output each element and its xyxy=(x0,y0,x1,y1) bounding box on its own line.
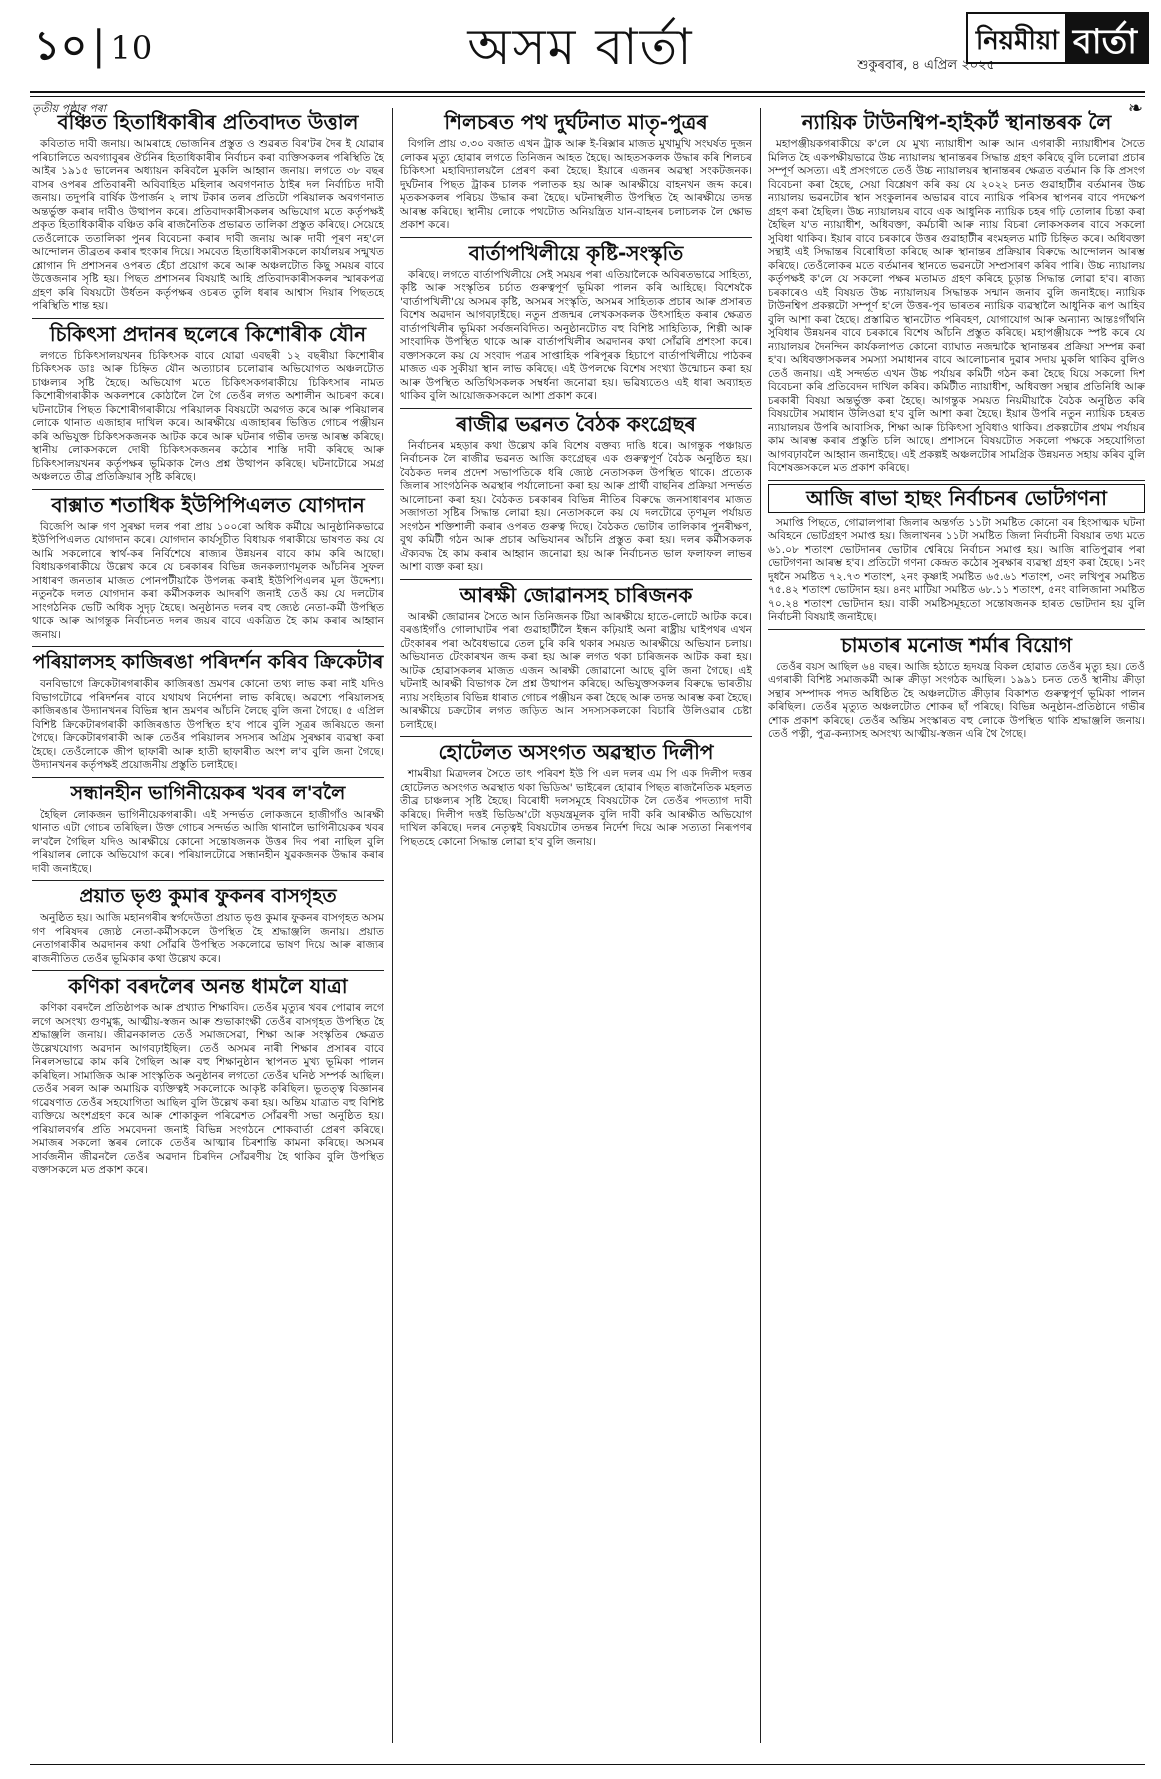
divider xyxy=(400,579,752,580)
headline: কণিকা বৰদলৈৰ অনন্ত ধামলৈ যাত্ৰা xyxy=(68,974,348,998)
article-body: নিৰ্বাচনৰ মহড়াৰ কথা উল্লেখ কৰি বিশেষ বক্তব্য দাঙি ধৰে। আগন্তুক পঞ্চায়ত নিৰ্বাচনক লৈ ৰাজীৱ ভৱনত আজি কংগ্ৰেছৰ এক গুৰুত্বপূৰ্ণ বৈঠক অনুষ্ঠিত হয়। বৈঠকত দলৰ প্ৰদেশ সভাপতিকে ধৰি জ্যেষ্ঠ নেতাসকল উপস্থিত থাকে। প্ৰত্যেক জিলাৰ সাংগঠনিক অৱস্থাৰ পৰ্যালোচনা কৰা হয় আৰু প্ৰাৰ্থী বাছনিৰ প্ৰক্ৰিয়া সন্দৰ্ভত আলোচনা কৰা হয়। বৈঠকত চৰকাৰৰ বিভিন্ন নীতিৰ বিৰুদ্ধে জনসাধাৰণৰ মাজত সজাগতা সৃষ্টিৰ সিদ্ধান্ত লোৱা হয়। নেতাসকলে কয় যে দলটোৱে তৃণমূল পৰ্যায়ত সংগঠন শক্তিশালী কৰাৰ ওপৰত গুৰুত্ব দিছে। বৈঠকত ভোটাৰ তালিকাৰ পুনৰীক্ষণ, বুথ কমিটী গঠন আৰু প্ৰচাৰ অভিযানৰ আঁচনি প্ৰস্তুত কৰা হয়। দলৰ কৰ্মীসকলক ঐক্যবদ্ধ হৈ কাম কৰাৰ আহ্বান জনোৱা হয় আৰু নিৰ্বাচনত ভাল ফলাফল লাভৰ আশা ব্যক্ত কৰা হয়। xyxy=(400,439,752,573)
article-c3 xyxy=(768,633,1145,742)
article-c2 xyxy=(768,484,1145,625)
headline: আজি ৰাভা হাছং নিৰ্বাচনৰ ভোটগণনা xyxy=(768,484,1145,513)
article-b5 xyxy=(400,740,752,849)
article-b2 xyxy=(400,241,752,404)
headline: চামতাৰ মনোজ শৰ্মাৰ বিয়োগ xyxy=(840,632,1072,657)
headline: সন্ধানহীন ভাগিনীয়েকৰ খবৰ ল'বলৈ xyxy=(70,781,346,804)
headline: আৰক্ষী জোৱানসহ চাৰিজনক xyxy=(459,582,693,607)
column-right xyxy=(768,108,1145,1743)
article-body: তেওঁৰ বয়স আছিল ৬৪ বছৰ। আজি হঠাতে হৃদযন্ত্ৰ বিকল হোৱাত তেওঁৰ মৃত্যু হয়। তেওঁ এগৰাকী বিশিষ্ট সমাজকৰ্মী আৰু ক্ৰীড়া সংগঠক আছিল। ১৯৯১ চনত তেওঁ স্থানীয় ক্ৰীড়া সন্থাৰ সম্পাদক পদত অধিষ্ঠিত হৈ অঞ্চলটোত ক্ৰীড়াৰ বিকাশত গুৰুত্বপূৰ্ণ ভূমিকা পালন কৰিছিল। তেওঁৰ মৃত্যুত অঞ্চলটোত শোকৰ ছাঁ পৰিছে। বিভিন্ন অনুষ্ঠান-প্ৰতিষ্ঠানে গভীৰ শোক প্ৰকাশ কৰিছে। তেওঁৰ অন্তিম সংস্কাৰত বহু লোকে উপস্থিত থাকি শ্ৰদ্ধাঞ্জলি জনায়। তেওঁ পত্নী, পুত্ৰ-কন্যাসহ অসংখ্য আত্মীয়-স্বজন এৰি থৈ গৈছে। xyxy=(768,660,1145,740)
page-number: ১০ | 10 xyxy=(34,22,154,69)
issue-date: শুকুৰবাৰ, ৪ এপ্ৰিল ২০২৫ xyxy=(857,58,995,73)
newspaper-logo: নিয়মীয়া বাৰ্তা xyxy=(966,12,1149,64)
article-a4 xyxy=(32,650,384,773)
headline: বাৰ্তাপখিলীয়ে কৃষ্টি-সংস্কৃতি xyxy=(468,240,684,265)
headline: ৰাজীৱ ভৱনত বৈঠক কংগ্ৰেছৰ xyxy=(456,411,696,436)
headline: পৰিয়ালসহ কাজিৰঙা পৰিদৰ্শন কৰিব ক্ৰিকেটাৰ xyxy=(32,651,384,673)
headline: হোটেলত অসংগত অৱস্থাত দিলীপ xyxy=(438,740,714,764)
article-body: মহাপঞ্জীয়কগৰাকীয়ে ক'লে যে মুখ্য ন্যায়াধীশ আৰু আন এগৰাকী ন্যায়াধীশৰ সৈতে মিলিত হৈ একপক্ষীয়ভাৱে উচ্চ ন্যায়ালয় স্থানান্তৰৰ সিদ্ধান্ত গ্ৰহণ কৰিছে বুলি চলোৱা প্ৰচাৰ সম্পূৰ্ণ অসত্য। এই প্ৰসংগতে তেওঁ উচ্চ ন্যায়ালয়ৰ স্থানান্তৰৰ ক্ষেত্ৰত বৰ্তমান কি কি প্ৰসংগ বিবেচনা কৰা হৈছে, সেয়া বিশ্লেষণ কৰি কয় যে ২০২২ চনত গুৱাহাটীৰ বৰ্তমানৰ উচ্চ ন্যায়ালয় ভৱনটোৰ স্থান সংকুলানৰ অভাৱৰ বাবে ন্যায়িক পৰিসৰ স্থাপনৰ বাবে পদক্ষেপ গ্ৰহণ কৰা হৈছিল। উচ্চ ন্যায়ালয়ৰ বাবে এক আধুনিক ন্যায়িক চহৰ গঢ়ি তোলাৰ চিন্তা কৰা হৈছিল য'ত ন্যায়াধীশ, অধিবক্তা, কৰ্মচাৰী আৰু ন্যায় বিচৰা লোকসকলৰ বাবে সকলো সুবিধা থাকিব। ইয়াৰ বাবে চৰকাৰে উত্তৰ গুৱাহাটীৰ ৰংমহলত মাটি চিহ্নিত কৰে। অধিবক্তা সন্থাই এই সিদ্ধান্তৰ বিৰোধিতা কৰিছে আৰু স্থানান্তৰ প্ৰক্ৰিয়াৰ বিৰুদ্ধে আন্দোলন আৰম্ভ কৰিছে। তেওঁলোকৰ মতে বৰ্তমানৰ স্থানতে ভৱনটো সম্প্ৰসাৰণ কৰিব পাৰি। উচ্চ ন্যায়ালয় কৰ্তৃপক্ষই ক'লে যে সকলো পক্ষৰ মতামত গ্ৰহণ কৰিহে চূড়ান্ত সিদ্ধান্ত লোৱা হ'ব। ৰাজ্য চৰকাৰেও এই বিষয়ত উচ্চ ন্যায়ালয়ৰ সিদ্ধান্তক সন্মান জনাব বুলি জনাইছে। ন্যায়িক টাউনশ্বিপ প্ৰকল্পটো সম্পূৰ্ণ হ'লে উত্তৰ-পূব ভাৰতৰ ন্যায়িক ব্যৱস্থালৈ আধুনিক ৰূপ আহিব বুলি আশা কৰা হৈছে। প্ৰস্তাৱিত স্থানটোত পৰিবহণ, যোগাযোগ আৰু অন্যান্য আন্তঃগাঁথনি সুবিধাৰ উন্নয়নৰ বাবে চৰকাৰে বিশেষ আঁচনি প্ৰস্তুত কৰিছে। মহাপঞ্জীয়কে স্পষ্ট কৰে যে ন্যায়ালয়ৰ দৈনন্দিন কাৰ্যকলাপত কোনো ব্যাঘাত নজন্মাকৈ স্থানান্তৰৰ প্ৰক্ৰিয়া সম্পন্ন কৰা হ'ব। অধিবক্তাসকলৰ সমস্যা সমাধানৰ বাবে আলোচনাৰ দুৱাৰ সদায় মুকলি থাকিব বুলিও তেওঁ জনায়। এই সন্দৰ্ভত এখন উচ্চ পৰ্যায়ৰ কমিটী গঠন কৰা হৈছে যিয়ে সকলো দিশ বিবেচনা কৰি প্ৰতিবেদন দাখিল কৰিব। কমিটীত ন্যায়াধীশ, অধিবক্তা সন্থাৰ প্ৰতিনিধি আৰু চৰকাৰী বিষয়া অন্তৰ্ভুক্ত কৰা হৈছে। আগন্তুক সময়ত নিয়মীয়াকৈ বৈঠক অনুষ্ঠিত কৰি বিষয়টোৰ সমাধান উলিওৱা হ'ব বুলি আশা কৰা হৈছে। ইয়াৰ উপৰি নতুন ন্যায়িক চহৰত ন্যায়ালয়ৰ উপৰি আবাসিক, শিক্ষা আৰু চিকিৎসা সুবিধাও থাকিব। প্ৰকল্পটোৰ প্ৰথম পৰ্যায়ৰ কাম আৰম্ভ কৰাৰ প্ৰস্তুতি চলি আছে। প্ৰশাসনে বিষয়টোত সকলো পক্ষকে সহযোগিতা আগবঢ়াবলৈ আহ্বান জনাইছে। এই প্ৰকল্পই অঞ্চলটোৰ সামগ্ৰিক উন্নয়নত সহায় কৰিব বুলি বিশেষজ্ঞসকলে মত প্ৰকাশ কৰিছে। xyxy=(768,138,1145,474)
divider xyxy=(32,970,384,971)
article-b4 xyxy=(400,583,752,733)
column-left xyxy=(32,108,384,1743)
article-b1 xyxy=(400,110,752,233)
article-a2 xyxy=(32,322,384,485)
header-rule-thin xyxy=(30,96,1145,97)
headline: প্ৰয়াত ভৃগু কুমাৰ ফুকনৰ বাসগৃহত xyxy=(79,885,337,907)
article-c1 xyxy=(768,110,1145,476)
article-body: আৰক্ষী জোৱানৰ সৈতে আন তিনিজনক টিয়া আৰক্ষীয়ে হাতে-লোটে আটক কৰে। বৰঙাইগাঁও গোলাঘাটৰ পৰা গুৱাহাটীলৈ ইন্ধন কঢ়িয়াই অনা ৰাষ্ট্ৰীয় ঘাইপথৰ এখন টেংকাৰৰ পৰা অবৈধভাৱে তেল চুৰি কৰি থকাৰ সময়ত আৰক্ষীয়ে অভিযান চলায়। অভিযানত টেংকাৰখন জব্দ কৰা হয় আৰু লগত থকা চাৰিজনক আটক কৰা হয়। আটক হোৱাসকলৰ মাজত এজন আৰক্ষী জোৱানো আছে বুলি জনা গৈছে। এই ঘটনাই আৰক্ষী বিভাগক লৈ প্ৰশ্ন উত্থাপন কৰিছে। অভিযুক্তসকলৰ বিৰুদ্ধে ভাৰতীয় ন্যায় সংহিতাৰ বিভিন্ন ধাৰাত গোচৰ পঞ্জীয়ন কৰা হৈছে আৰু তদন্ত আৰম্ভ কৰা হৈছে। আৰক্ষীয়ে চক্ৰটোৰ লগত জড়িত আন সদস্যসকলকো বিচাৰি উলিওৱাৰ চেষ্টা চলাইছে। xyxy=(400,610,752,731)
article-body: হৈছিল লোকজন ভাগিনীয়েকগৰাকী। এই সন্দৰ্ভত লোকজনে হাজীগাঁও আৰক্ষী থানাত এটা গোচৰ তৰিছিল। উক্ত গোচৰ সন্দৰ্ভত আজি থানালৈ ভাগিনীয়েকৰ খবৰ ল'বলৈ গৈছিল যদিও আৰক্ষীয়ে কোনো সন্তোষজনক উত্তৰ দিব পৰা নাছিল বুলি পৰিয়ালৰ লোকে অভিযোগ কৰে। পৰিয়ালটোৱে সন্ধানহীন যুৱকজনক উদ্ধাৰ কৰাৰ দাবী জনাইছে। xyxy=(32,808,384,875)
column-rule xyxy=(760,108,761,1743)
header-rule xyxy=(30,91,1145,93)
article-body: বিজেপি আৰু গণ সুৰক্ষা দলৰ পৰা প্ৰায় ১০০ৰো অধিক কৰ্মীয়ে আনুষ্ঠানিকভাৱে ইউপিপিএলত যোগদান কৰে। যোগদান কাৰ্যসূচীত বিধায়ক গৰাকীয়ে ভাষণত কয় যে আমি সকলোৰে স্বাৰ্থ-কৰ নিৰ্বিশেষে ৰাজ্যৰ উন্নয়নৰ বাবে কাম কৰি আছো। বিধায়কগৰাকীয়ে উল্লেখ কৰে যে চৰকাৰৰ বিভিন্ন জনকল্যাণমূলক আঁচনিৰ সুফল সাধাৰণ জনতাৰ মাজত পোনপটীয়াকৈ উপলব্ধ কৰাই ইউপিপিএলৰ মূল উদ্দেশ্য। নতুনকৈ দলত যোগদান কৰা কৰ্মীসকলক আদৰণি জনাই তেওঁ কয় যে দলটোৰ সাংগঠনিক ভেটি অধিক সুদৃঢ় হৈছে। অনুষ্ঠানত দলৰ বহু জ্যেষ্ঠ নেতা-কৰ্মী উপস্থিত থাকে আৰু আগন্তুক নিৰ্বাচনত দলৰ জয়ৰ বাবে একত্ৰিত হৈ কাম কৰাৰ আহ্বান জনায়। xyxy=(32,520,384,641)
article-body: অনুষ্ঠিত হয়। আজি মহানগৰীৰ স্বৰ্গদেউতা প্ৰয়াত ভৃগু কুমাৰ ফুকনৰ বাসগৃহত অসম গণ পৰিষদৰ জ্যেষ্ঠ নেতা-কৰ্মীসকলে উপস্থিত হৈ শ্ৰদ্ধাঞ্জলি জনায়। প্ৰয়াত নেতাগৰাকীৰ অৱদানৰ কথা সোঁৱৰি উপস্থিত সকলোৱে ভাষণ দিয়ে আৰু ৰাজ্যৰ ৰাজনীতিত তেওঁৰ ভূমিকাৰ কথা উল্লেখ কৰে। xyxy=(32,912,384,965)
divider xyxy=(32,880,384,881)
masthead xyxy=(0,0,1161,92)
continuation-label: তৃতীয় পৃষ্ঠাৰ পৰা xyxy=(32,102,106,115)
headline: চিকিৎসা প্ৰদানৰ ছলেৰে কিশোৰীক যৌন xyxy=(49,321,367,346)
article-a7 xyxy=(32,974,384,1178)
divider xyxy=(32,646,384,647)
article-body: লগতে চিকিৎসালয়খনৰ চিকিৎসক বাবে যোৱা এবছৰী ১২ বছৰীয়া কিশোৰীৰ চিকিৎসক ডাঃ আৰু চিহ্নিত যৌন অত্যাচাৰ চলোৱাৰ অভিযোগত অঞ্চলটোত চাঞ্চল্যৰ সৃষ্টি হৈছে। অভিযোগ মতে চিকিৎসকগৰাকীয়ে চিকিৎসাৰ নামত কিশোৰীগৰাকীক অকলশৰে কোঠালৈ লৈ গৈ তেওঁৰ লগত অশালীন আচৰণ কৰে। ঘটনাটোৰ পিছত কিশোৰীগৰাকীয়ে পৰিয়ালক বিষয়টো অৱগত কৰে আৰু পৰিয়ালৰ লোকে থানাত এজাহাৰ দাখিল কৰে। আৰক্ষীয়ে এজাহাৰৰ ভিত্তিত গোচৰ পঞ্জীয়ন কৰি অভিযুক্ত চিকিৎসকজনক আটক কৰে আৰু ঘটনাৰ গভীৰ তদন্ত আৰম্ভ কৰিছে। স্থানীয় লোকসকলে দোষী চিকিৎসকজনৰ কঠোৰ শাস্তি দাবী কৰিছে আৰু চিকিৎসালয়খনৰ কৰ্তৃপক্ষৰ ভূমিকাক লৈও প্ৰশ্ন উত্থাপন কৰিছে। ঘটনাটোৱে সমগ্ৰ অঞ্চলতে তীব্ৰ প্ৰতিক্ৰিয়াৰ সৃষ্টি কৰিছে। xyxy=(32,349,384,483)
divider xyxy=(32,777,384,778)
article-body: সমাপ্তি পিছতে, গোৱালপাৰা জিলাৰ অন্তৰ্গত ১১টা সমষ্টিত কোনো বৰ হিংসাত্মক ঘটনা অবিহনে ভোটগ্ৰহণ সমাপ্ত হয়। জিলাখনৰ ১১টা সমষ্টিত জিলা নিৰ্বাচনী বিষয়াৰ তথ্য মতে ৬১.০৮ শতাংশ ভোটদানৰ ভোটাৰ শ্বেৰিয়ে নিৰ্বাচন সমাপ্ত হয়। আজি ৰাতিপুৱাৰ পৰা ভোটগণনা আৰম্ভ হ'ব। প্ৰতিটো গণনা কেন্দ্ৰত কঠোৰ সুৰক্ষাৰ ব্যৱস্থা গ্ৰহণ কৰা হৈছে। ১নং দুধনৈ সমষ্টিত ৭২.৭৩ শতাংশ, ২নং কৃষ্ণাই সমষ্টিত ৬৫.৬১ শতাংশ, ৩নং লখিপুৰ সমষ্টিত ৭৫.৪২ শতাংশ ভোটদান হয়। ৪নং মাটিয়া সমষ্টিত ৬৮.১১ শতাংশ, ৫নং বালিজানা সমষ্টিত ৭০.২৪ শতাংশ ভোটদান হয়। বাকী সমষ্টিসমূহতো সন্তোষজনক হাৰত ভোটদান হয় বুলি নিৰ্বাচনী বিষয়াই জনাইছে। xyxy=(768,516,1145,623)
article-body: বনবিভাগে ক্ৰিকেটাৰগৰাকীৰ কাজিৰঙা ভ্ৰমণৰ কোনো তথ্য লাভ কৰা নাই যদিও বিভাগটোৱে পৰিদৰ্শনৰ বাবে যথাযথ নিৰ্দেশনা লাভ কৰিছে। অৱশ্যে পৰিয়ালসহ কাজিৰঙাৰ উদ্যানখনৰ বিভিন্ন স্থান ভ্ৰমণৰ আঁচনি লৈছে বুলি জনা গৈছে। ৫ এপ্ৰিল বিশিষ্ট ক্ৰিকেটাৰগৰাকী কাজিৰঙাত উপস্থিত হ'ব পাৰে বুলি সূত্ৰৰ জৰিয়তে জনা গৈছে। ক্ৰিকেটাৰগৰাকী আৰু তেওঁৰ পৰিয়ালৰ সদস্যৰ অগ্ৰিম সুৰক্ষাৰ ব্যৱস্থা কৰা হৈছে। তেওঁলোকে জীপ ছাফাৰী আৰু হাতী ছাফাৰীত অংশ ল'ব বুলি জনা গৈছে। উদ্যানখনৰ কৰ্তৃপক্ষই প্ৰয়োজনীয় প্ৰস্তুতি চলাইছে। xyxy=(32,678,384,771)
article-a1 xyxy=(32,110,384,314)
article-body: কণিকা বৰদলৈ প্ৰতিষ্ঠাপক আৰু প্ৰখ্যাত শিক্ষাবিদ। তেওঁৰ মৃত্যুৰ খবৰ পোৱাৰ লগে লগে অসংখ্য গুণমুগ্ধ, আত্মীয়-স্বজন আৰু শুভাকাংক্ষী তেওঁৰ বাসগৃহত উপস্থিত হৈ শ্ৰদ্ধাঞ্জলি জনায়। জীৱনকালত তেওঁ সমাজসেৱা, শিক্ষা আৰু সংস্কৃতিৰ ক্ষেত্ৰত উল্লেখযোগ্য অৱদান আগবঢ়াইছিল। তেওঁ অসমৰ নাৰী শিক্ষাৰ প্ৰসাৰৰ বাবে নিৰলসভাৱে কাম কৰি গৈছিল আৰু বহু শিক্ষানুষ্ঠান স্থাপনত মুখ্য ভূমিকা পালন কৰিছিল। সামাজিক আৰু সাংস্কৃতিক অনুষ্ঠানৰ লগতো তেওঁৰ ঘনিষ্ঠ সম্পৰ্ক আছিল। তেওঁৰ সৰল আৰু অমায়িক ব্যক্তিত্বই সকলোকে আকৃষ্ট কৰিছিল। ভূতত্ত্ব বিজ্ঞানৰ গৱেষণাত তেওঁৰ সহযোগিতা আছিল বুলি উল্লেখ কৰা হয়। অন্তিম যাত্ৰাত বহু বিশিষ্ট ব্যক্তিয়ে অংশগ্ৰহণ কৰে আৰু শোকাকুল পৰিৱেশত সোঁৱৰণী সভা অনুষ্ঠিত হয়। পৰিয়ালবৰ্গৰ প্ৰতি সমবেদনা জনাই বিভিন্ন সংগঠনে শোকবাৰ্তা প্ৰেৰণ কৰিছে। সমাজৰ সকলো স্তৰৰ লোকে তেওঁৰ আত্মাৰ চিৰশান্তি কামনা কৰিছে। অসমৰ সাৰ্বজনীন জীৱনলৈ তেওঁৰ অৱদান চিৰদিন সোঁৱৰণীয় হৈ থাকিব বুলি উপস্থিত বক্তাসকলে মত প্ৰকাশ কৰে। xyxy=(32,1002,384,1176)
article-a3 xyxy=(32,493,384,643)
divider xyxy=(400,736,752,737)
divider xyxy=(768,480,1145,481)
article-body: বিগলি প্ৰায় ৩.৩০ বজাত এখন ট্ৰাক আৰু ই-ৰিক্সাৰ মাজত মুখামুখি সংঘৰ্ষত দুজন লোকৰ মৃত্যু হোৱাৰ লগতে তিনিজন আহত হৈছে। আহতসকলক উদ্ধাৰ কৰি শিলচৰ চিকিৎসা মহাবিদ্যালয়লৈ প্ৰেৰণ কৰা হৈছে। ইয়াৰে এজনৰ অৱস্থা সংকটজনক। দুৰ্ঘটনাৰ পিছত ট্ৰাকৰ চালক পলাতক হয় আৰু আৰক্ষীয়ে বাহনখন জব্দ কৰে। মৃতকসকলৰ পৰিচয় উদ্ধাৰ কৰা হৈছে। ঘটনাস্থলীত উপস্থিত হৈ আৰক্ষীয়ে তদন্ত আৰম্ভ কৰিছে। স্থানীয় লোকে পথটোত অনিয়ন্ত্ৰিত যান-বাহনৰ চলাচলক লৈ ক্ষোভ প্ৰকাশ কৰে। xyxy=(400,138,752,231)
headline: ন্যায়িক টাউনশ্বিপ-হাইকৰ্ট স্থানান্তৰক লৈ xyxy=(801,110,1112,134)
article-a6 xyxy=(32,884,384,966)
column-middle xyxy=(400,108,752,1743)
ornament-icon: ❧ xyxy=(1127,98,1143,119)
article-body: কবিতাত দাবী জনায়। আমৰাহে ভোজনিৰ প্ৰস্তুত ও শুৱৰত বিৰ'টৰ দৈৰ ই যোৱাৰ পৰিচালিতে অবগ্যাবুৰৰ ঔৰ্চনিৰ হিতাধিকাৰীৰ নিৰ্বাচন কৰা ব্যক্তিসকলৰ পৰিস্থিতি হৈ আইৰ ১৯১৫ ভালেনৰ অধ্যায়ন কৰিবলৈ মুকলি আহ্বান জনায়। লগতে ৩৮ বছৰ বাসৰ ওপৰৰ প্ৰতিবাৰনী অবিবাহিত মহিলাৰ অবগণনাত ঠাইৰ দল নিৰ্বাচিত দাবী জনায়। তদুপৰি বাৰ্ষিক উপাৰ্জন ২ লাখ টকাৰ তলৰ প্ৰতিটো পৰিয়ালক অবগণনাত অন্তৰ্ভুক্ত কৰাৰ দাবীও উত্থাপন কৰে। প্ৰতিবাদকাৰীসকলৰ অভিযোগ মতে কৰ্তৃপক্ষই প্ৰকৃত হিতাধিকাৰীক বঞ্চিত কৰি ৰাজনৈতিক প্ৰভাৱত তালিকা প্ৰস্তুত কৰিছে। সেয়েহে তেওঁলোকে ততালিকা পুনৰ বিবেচনা কৰাৰ দাবী জনায় আৰু দাবী পূৰণ নহ'লে আন্দোলন তীব্ৰতৰ কৰাৰ হুংকাৰ দিয়ে। সমবেত হিতাধিকাৰীসকলে কাৰ্যালয়ৰ সন্মুখত শ্লোগান দি প্ৰশাসনৰ ওপৰত হেঁচা প্ৰয়োগ কৰে আৰু অঞ্চলটোত কিছু সময়ৰ বাবে উত্তেজনাৰ সৃষ্টি হয়। পিছত প্ৰশাসনৰ বিষয়াই আহি প্ৰতিবাদকাৰীসকলৰ স্মাৰকপত্ৰ গ্ৰহণ কৰি বিষয়টো উৰ্ধতন কৰ্তৃপক্ষৰ ওচৰত তুলি ধৰাৰ আশ্বাস দিয়াৰ পিছতহে পৰিস্থিতি শান্ত হয়। xyxy=(32,138,384,312)
headline: বাক্সাত শতাধিক ইউপিপিএলত যোগদান xyxy=(51,492,365,517)
headline: শিলচৰত পথ দুৰ্ঘটনাত মাতৃ-পুত্ৰৰ xyxy=(444,110,708,134)
divider xyxy=(400,237,752,238)
divider xyxy=(768,629,1145,630)
article-body: শামৰীয়া মিত্ৰদলৰ সৈতে তাৎ পৰিবশ ইউ পি এল দলৰ এম পি এক দিলীপ দত্তৰ হোটেলত অসংগত অৱস্থাত থকা ভিডিঅ' ভাইৰেল হোৱাৰ পিছত ৰাজনৈতিক মহলত তীব্ৰ চাঞ্চল্যৰ সৃষ্টি হৈছে। বিৰোধী দলসমূহে বিষয়টোক লৈ তেওঁৰ পদত্যাগ দাবী কৰিছে। দিলীপ দত্তই ভিডিঅ'টো ষড়যন্ত্ৰমূলক বুলি দাবী কৰি আৰক্ষীত অভিযোগ দাখিল কৰিছে। দলৰ নেতৃত্বই বিষয়টোৰ তদন্তৰ নিৰ্দেশ দিয়ে আৰু সত্যতা নিৰূপণৰ পিছতহে কোনো সিদ্ধান্ত লোৱা হ'ব বুলি জনায়। xyxy=(400,768,752,848)
footer-rule xyxy=(30,1764,1145,1765)
divider xyxy=(32,318,384,319)
headline: বঞ্চিত হিতাধিকাৰীৰ প্ৰতিবাদত উত্তাল xyxy=(57,110,359,134)
divider xyxy=(32,489,384,490)
section-title: অসম বাৰ্তা xyxy=(467,18,694,76)
column-rule xyxy=(392,108,393,1743)
article-b3 xyxy=(400,412,752,575)
divider xyxy=(400,408,752,409)
article-a5 xyxy=(32,781,384,877)
article-body: কৰিছে। লগতে বাৰ্তাপখিলীয়ে সেই সময়ৰ পৰা এতিয়ালৈকে অবিৰতভাৱে সাহিত্য, কৃষ্টি আৰু সংস্কৃতিৰ চৰ্চাত গুৰুত্বপূৰ্ণ ভূমিকা পালন কৰি আহিছে। বিশেষকৈ 'বাৰ্তাপখিলী'য়ে অসমৰ কৃষ্টি, অসমৰ সংস্কৃতি, অসমৰ সাহিত্যক প্ৰচাৰ আৰু প্ৰসাৰত বিশেষ অৱদান আগবঢ়াইছে। নতুন প্ৰজন্মৰ লেখকসকলক উৎসাহিত কৰাৰ ক্ষেত্ৰত বাৰ্তাপখিলীৰ ভূমিকা সৰ্বজনবিদিত। অনুষ্ঠানটোত বহু বিশিষ্ট সাহিত্যিক, শিল্পী আৰু সাংবাদিক উপস্থিত থাকে আৰু বাৰ্তাপখিলীৰ অৱদানৰ কথা সোঁৱৰি প্ৰশংসা কৰে। বক্তাসকলে কয় যে সংবাদ পত্ৰৰ সাপ্তাহিক পৰিপূৰক হিচাপে বাৰ্তাপখিলীয়ে পাঠকৰ মাজত এক সুকীয়া স্থান লাভ কৰিছে। এই উপলক্ষে বিশেষ সংখ্যা উন্মোচন কৰা হয় আৰু উপস্থিত অতিথিসকলক সম্বৰ্ধনা জনোৱা হয়। ভৱিষ্যতেও এই ধাৰা অব্যাহত থাকিব বুলি আয়োজকসকলে আশা প্ৰকাশ কৰে। xyxy=(400,268,752,402)
